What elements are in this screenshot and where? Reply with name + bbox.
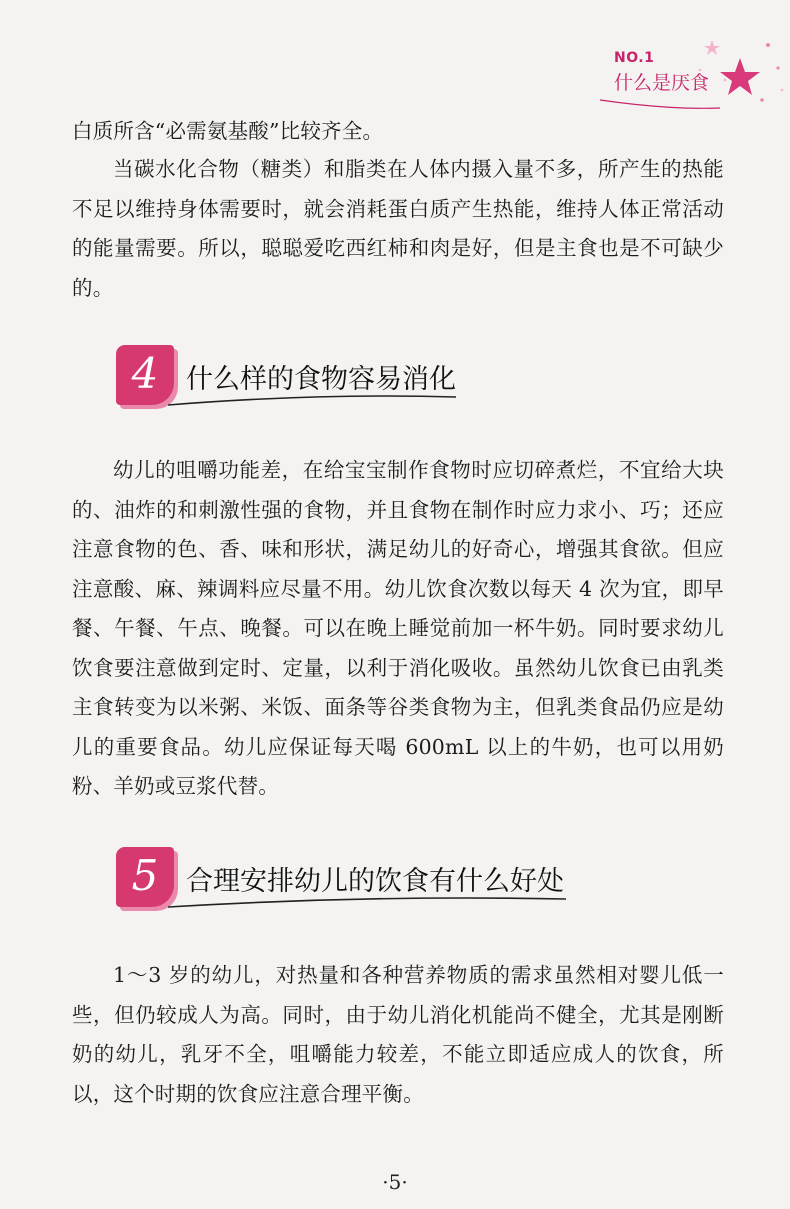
chapter-title: 什么是厌食 bbox=[614, 72, 710, 94]
section-number-badge bbox=[116, 345, 174, 405]
section-heading-4 bbox=[116, 345, 456, 425]
section-number: 4 bbox=[131, 349, 159, 398]
paragraph-carbohydrates: 当碳水化合物（糖类）和脂类在人体内摄入量不多，所产生的热能不足以维持身体需要时，就会消耗蛋白质产生热能，维持人体正常活动的能量需要。所以，聪聪爱吃西红柿和肉是好，但是主食也是不可缺少的。 bbox=[72, 157, 724, 300]
section-4-body: 幼儿的咀嚼功能差，在给宝宝制作食物时应切碎煮烂，不宜给大块的、油炸的和刺激性强的食物，并且食物在制作时应力求小、巧；还应注意食物的色、香、味和形状，满足幼儿的好奇心，增强其食欲。但应注意酸、麻、辣调料应尽量不用。幼儿饮食次数以每天 4 次为宜，即早餐、午餐、午点、晚餐。可以在晚上睡觉前加一杯牛奶。同时要求幼儿饮食要注意做到定时、定量，以利于消化吸收。虽然幼儿饮食已由乳类主食转变为以米粥、米饭、面条等谷类食物为主，但乳类食品仍应是幼儿的重要食品。幼儿应保证每天喝 600mL 以上的牛奶，也可以用奶粉、羊奶或豆浆代替。 bbox=[72, 458, 724, 798]
section-number-badge bbox=[116, 847, 174, 907]
section-underline bbox=[168, 891, 568, 917]
section-number: 5 bbox=[131, 851, 159, 900]
chapter-number: NO.1 bbox=[614, 50, 655, 66]
section-title: 合理安排幼儿的饮食有什么好处 bbox=[186, 866, 564, 897]
section-title: 什么样的食物容易消化 bbox=[186, 364, 456, 395]
section-heading-5 bbox=[116, 847, 576, 927]
star-decoration-icon bbox=[690, 20, 790, 110]
section-5-body: 1～3 岁的幼儿，对热量和各种营养物质的需求虽然相对婴儿低一些，但仍较成人为高。同时，由于幼儿消化机能尚不健全，尤其是刚断奶的幼儿，乳牙不全，咀嚼能力较差，不能立即适应成人的饮食，所以，这个时期的饮食应注意合理平衡。 bbox=[72, 963, 724, 1106]
section-underline bbox=[168, 389, 458, 415]
paragraph-continued: 白质所含“必需氨基酸”比较齐全。 bbox=[72, 119, 384, 143]
page-number: ·5· bbox=[382, 1170, 408, 1194]
